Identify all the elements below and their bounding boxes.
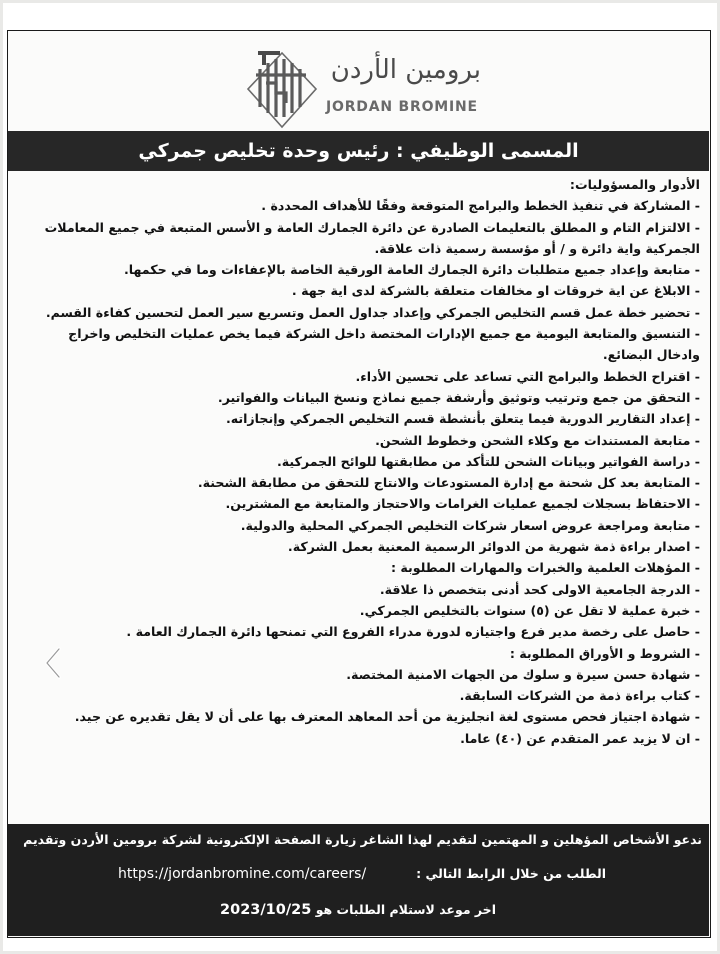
chevron-left-icon: [39, 643, 67, 683]
body-line: - الشروط و الأوراق المطلوبة :: [509, 645, 700, 661]
job-description: [24, 174, 700, 749]
body-line: - اصدار براءة ذمة شهرية من الدوائر الرسمية المعنية بعمل الشركة.: [287, 539, 700, 555]
body-line: - الالتزام التام و المطلق بالتعليمات الصادرة عن دائرة الجمارك العامة و الأسس المتبعة في جميع المعاملات: [44, 219, 700, 235]
job-title-bar: [8, 131, 709, 171]
body-line: وادخال البضائع.: [602, 347, 700, 363]
deadline-label: اخر موعد لاستلام الطلبات هو: [315, 902, 496, 917]
body-line: - المشاركة في تنفيذ الخطط والبرامج المتوقعة وفقًا للأهداف المحددة .: [261, 198, 700, 214]
body-line: - المتابعة بعد كل شحنة مع إدارة المستودعات والانتاج للتحقق من مطابقة الشحنة.: [197, 475, 700, 491]
body-line: - اقتراح الخطط والبرامج التي تساعد على تحسين الأداء.: [355, 368, 700, 384]
body-line: - إعداد التقارير الدورية فيما يتعلق بأنشطة قسم التخليص الجمركي وإنجازاته.: [225, 411, 700, 427]
careers-link[interactable]: https://jordanbromine.com/careers/: [118, 866, 367, 882]
body-line: - المؤهلات العلمية والخبرات والمهارات المطلوبة :: [390, 560, 700, 576]
body-line: - متابعة المستندات مع وكلاء الشحن وخطوط الشحن.: [375, 432, 700, 448]
invite-text: ندعو الأشخاص المؤهلين و المهتمين لتقديم لهذا الشاغر زيارة الصفحة الإلكترونية لشركة برومين الأردن وتقديم: [23, 832, 702, 847]
deadline-row: [138, 902, 578, 918]
body-line: الجمركية واية دائرة و / أو مؤسسة رسمية ذات علاقة.: [374, 240, 700, 256]
body-line: - كتاب براءة ذمة من الشركات السابقة.: [459, 688, 700, 704]
company-logo: [246, 49, 486, 131]
body-line: - ان لا يزيد عمر المتقدم عن (٤٠) عاما.: [460, 730, 700, 746]
body-line: - دراسة الفواتير وبيانات الشحن للتأكد من مطابقتها للوائح الجمركية.: [277, 453, 700, 469]
body-line: - التنسيق والمتابعة اليومية مع جميع الإدارات المختصة داخل الشركة فيما يخص عمليات التخليص واخراج: [68, 326, 700, 342]
body-line: - خبرة عملية لا تقل عن (٥) سنوات بالتخليص الجمركي.: [359, 602, 700, 618]
job-advertisement: [7, 30, 711, 938]
page: [3, 3, 717, 951]
deadline-date: 2023/10/25: [220, 902, 312, 918]
body-line: - شهادة اجتياز فحص مستوى لغة انجليزية من أحد المعاهد المعترف بها على أن لا يقل تقديره عن جيد.: [74, 709, 700, 725]
body-line: - التحقق من جمع وترتيب وتوثيق وأرشفة جميع نماذج ونسخ البيانات والفواتير.: [217, 389, 700, 405]
body-line: - تحضير خطة عمل قسم التخليص الجمركي وإعداد جداول العمل وتسريع سير العمل لتحسين كفاءة القسم.: [45, 304, 700, 320]
jordan-bromine-logo-icon: [246, 49, 318, 131]
body-line: - حاصل على رخصة مدير فرع واجتيازه لدورة مدراء الفروع التي تمنحها دائرة الجمارك العامة .: [126, 624, 700, 640]
body-line: - الاحتفاظ بسجلات لجميع عمليات الغرامات والاحتجاز والمتابعة مع المشترين.: [225, 496, 700, 512]
previous-image-button[interactable]: [39, 643, 67, 683]
body-line: - متابعة وإعداد جميع متطلبات دائرة الجمارك العامة الورقية الخاصة بالإعفاءات وما في حكمها.: [123, 262, 700, 278]
link-label: الطلب من خلال الرابط التالي :: [416, 866, 606, 881]
application-footer: [8, 824, 709, 936]
job-title: المسمى الوظيفي : رئيس وحدة تخليص جمركي: [138, 140, 579, 162]
logo-arabic-name: برومين الأردن: [330, 55, 481, 85]
body-line: - شهادة حسن سيرة و سلوك من الجهات الامنية المختصة.: [346, 666, 700, 682]
body-line: - الدرجة الجامعية الاولى كحد أدنى بتخصص ذا علاقة.: [379, 581, 700, 597]
link-row: [16, 866, 702, 888]
body-line: - الابلاغ عن اية خروقات او مخالفات متعلقة بالشركة لدى اية جهة .: [291, 283, 700, 299]
logo-english-name: JORDAN BROMINE: [326, 99, 478, 115]
body-line: - متابعة ومراجعة عروض اسعار شركات التخليص الجمركي المحلية والدولية.: [240, 517, 700, 533]
body-line: الأدوار والمسؤوليات:: [569, 177, 700, 192]
